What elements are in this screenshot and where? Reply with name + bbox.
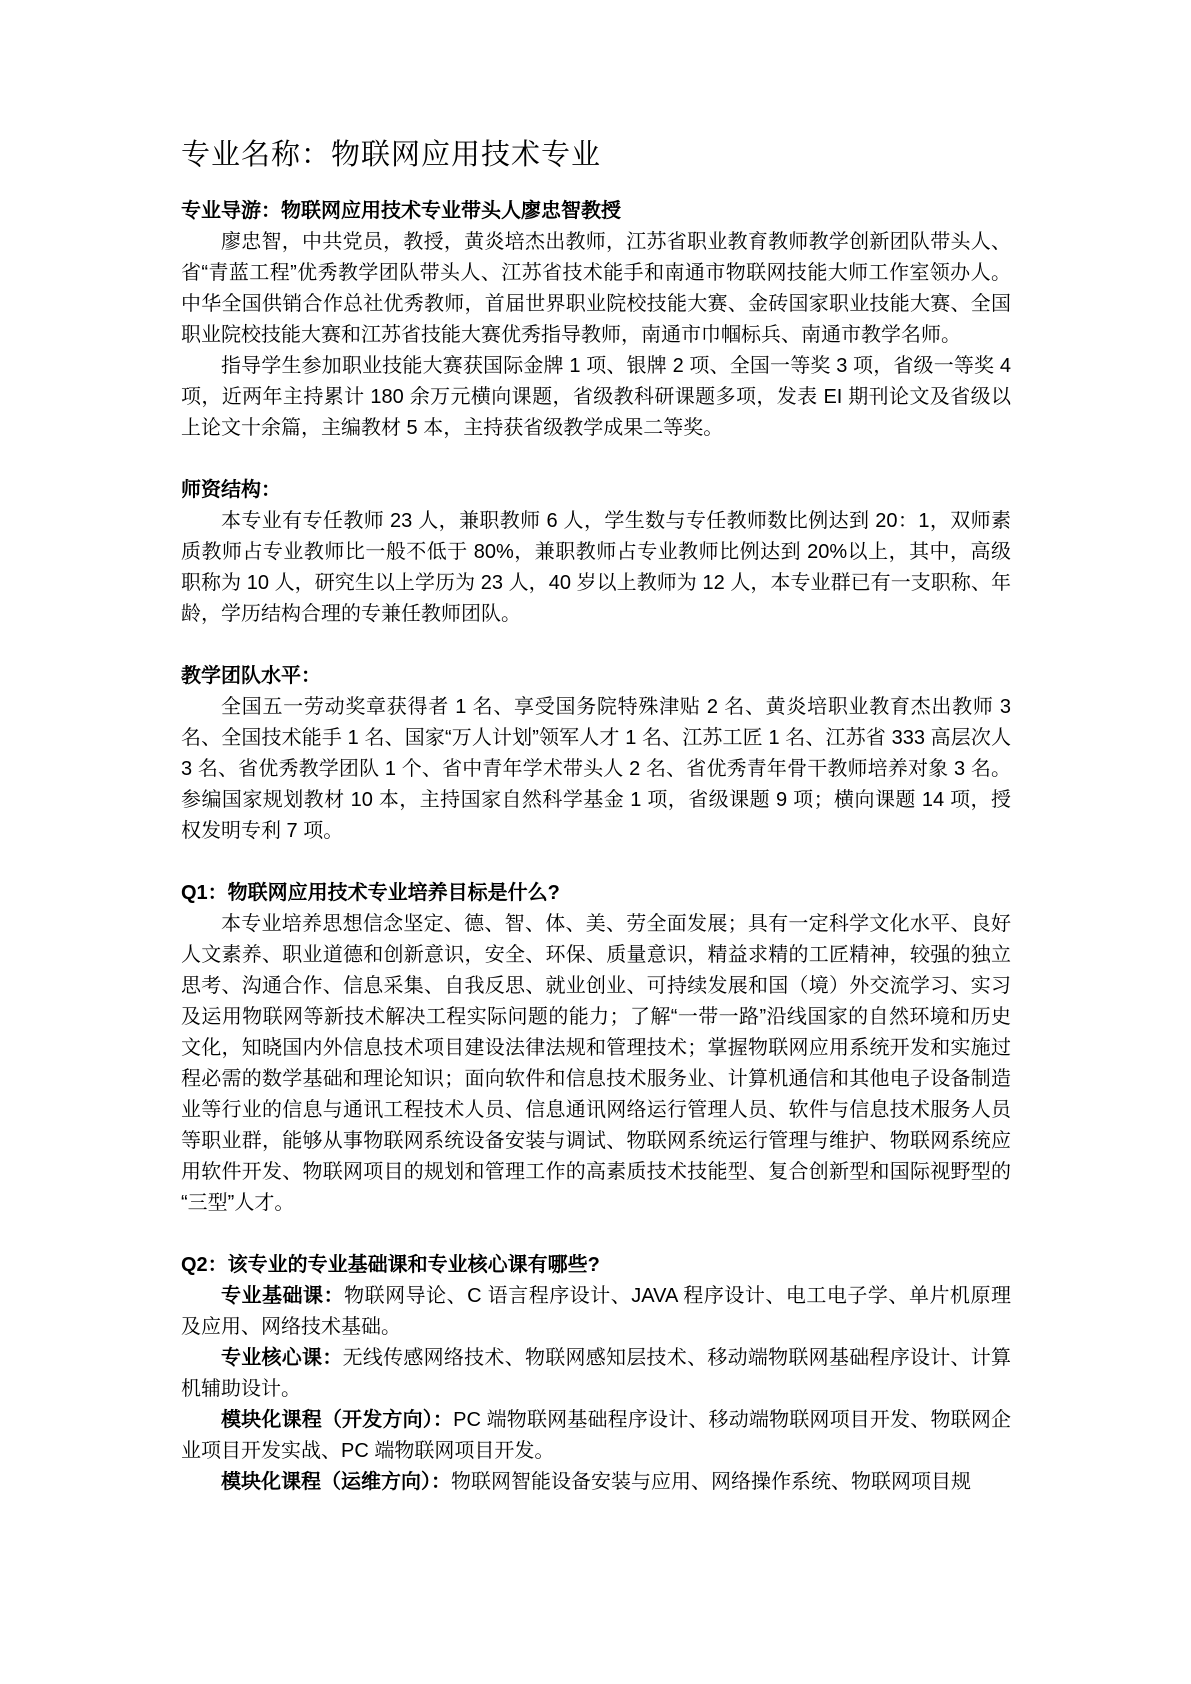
intro-heading: 专业导游：物联网应用技术专业带头人廖忠智教授 — [181, 200, 621, 222]
q2-item-core-courses-text: 无线传感网络技术、物联网感知层技术、移动端物联网基础程序设计、计算机辅助设计。 — [181, 1347, 1012, 1400]
section-teaching-team — [181, 661, 1011, 847]
q2-item-basic-courses — [181, 1281, 1011, 1343]
q2-item-module-dev-label: 模块化课程（开发方向）： — [221, 1409, 454, 1431]
q2-item-core-courses — [181, 1343, 1011, 1405]
page-title: 专业名称：物联网应用技术专业 — [181, 139, 602, 171]
q2-item-core-courses-label: 专业核心课： — [221, 1347, 343, 1369]
q2-item-module-dev-text: PC 端物联网基础程序设计、移动端物联网项目开发、物联网企业项目开发实战、PC 端物联网项目开发。 — [181, 1409, 1012, 1462]
teaching-team-heading: 教学团队水平： — [181, 665, 321, 687]
q2-item-module-ops-text: 物联网智能设备安装与应用、网络操作系统、物联网项目规 — [451, 1471, 971, 1493]
q1-paragraph: 本专业培养思想信念坚定、德、智、体、美、劳全面发展；具有一定科学文化水平、良好人文素养、职业道德和创新意识，安全、环保、质量意识，精益求精的工匠精神，较强的独立思考、沟通合作、信息采集、自我反思、就业创业、可持续发展和国（境）外交流学习、实习及运用物联网等新技术解决工程实际问题的能力；了解“一带一路”沿线国家的自然环境和历史文化，知晓国内外信息技术项目建设法律法规和管理技术；掌握物联网应用系统开发和实施过程必需的数学基础和理论知识；面向软件和信息技术服务业、计算机通信和其他电子设备制造业等行业的信息与通讯工程技术人员、信息通讯网络运行管理人员、软件与信息技术服务人员等职业群，能够从事物联网系统设备安装与调试、物联网系统运行管理与维护、物联网系统应用软件开发、物联网项目的规划和管理工作的高素质技术技能型、复合创新型和国际视野型的“三型”人才。 — [181, 913, 1011, 1214]
teaching-team-paragraph: 全国五一劳动奖章获得者 1 名、享受国务院特殊津贴 2 名、黄炎培职业教育杰出教师 3 名、全国技术能手 1 名、国家“万人计划”领军人才 1 名、江苏工匠 1 名、江苏省 333 高层次人 3 名、省优秀教学团队 1 个、省中青年学术带头人 2 名、省优秀青年骨干教师培养对象 3 名。参编国家规划教材 10 本，主持国家自然科学基金 1 项，省级课题 9 项；横向课题 14 项，授权发明专利 7 项。 — [181, 696, 1011, 842]
q2-item-basic-courses-text: 物联网导论、C 语言程序设计、JAVA 程序设计、电工电子学、单片机原理及应用、网络技术基础。 — [181, 1285, 1012, 1338]
section-q2 — [181, 1250, 1011, 1498]
section-faculty-structure — [181, 475, 1011, 630]
section-intro — [181, 196, 1011, 444]
faculty-structure-paragraph: 本专业有专任教师 23 人，兼职教师 6 人，学生数与专任教师数比例达到 20：1，双师素质教师占专业教师比一般不低于 80%，兼职教师占专业教师比例达到 20%以上，其中，高级职称为 10 人，研究生以上学历为 23 人，40 岁以上教师为 12 人，本专业群已有一支职称、年龄，学历结构合理的专兼任教师团队。 — [181, 510, 1011, 625]
intro-paragraph-2: 指导学生参加职业技能大赛获国际金牌 1 项、银牌 2 项、全国一等奖 3 项，省级一等奖 4 项，近两年主持累计 180 余万元横向课题，省级教科研课题多项，发表 EI 期刊论文及省级以上论文十余篇，主编教材 5 本，主持获省级教学成果二等奖。 — [181, 355, 1011, 439]
q2-item-module-dev — [181, 1405, 1011, 1467]
q1-heading: Q1：物联网应用技术专业培养目标是什么? — [181, 882, 560, 904]
intro-paragraph-1: 廖忠智，中共党员，教授，黄炎培杰出教师，江苏省职业教育教师教学创新团队带头人、省“青蓝工程”优秀教学团队带头人、江苏省技术能手和南通市物联网技能大师工作室领办人。中华全国供销合作总社优秀教师，首届世界职业院校技能大赛、金砖国家职业技能大赛、全国职业院校技能大赛和江苏省技能大赛优秀指导教师，南通市巾帼标兵、南通市教学名师。 — [181, 231, 1011, 346]
section-q1 — [181, 878, 1011, 1219]
faculty-structure-heading: 师资结构： — [181, 479, 281, 501]
q2-item-module-ops-label: 模块化课程（运维方向）： — [221, 1471, 451, 1493]
q2-item-basic-courses-label: 专业基础课： — [221, 1285, 345, 1307]
q2-item-module-ops — [181, 1467, 1011, 1498]
q2-heading: Q2：该专业的专业基础课和专业核心课有哪些? — [181, 1254, 600, 1276]
